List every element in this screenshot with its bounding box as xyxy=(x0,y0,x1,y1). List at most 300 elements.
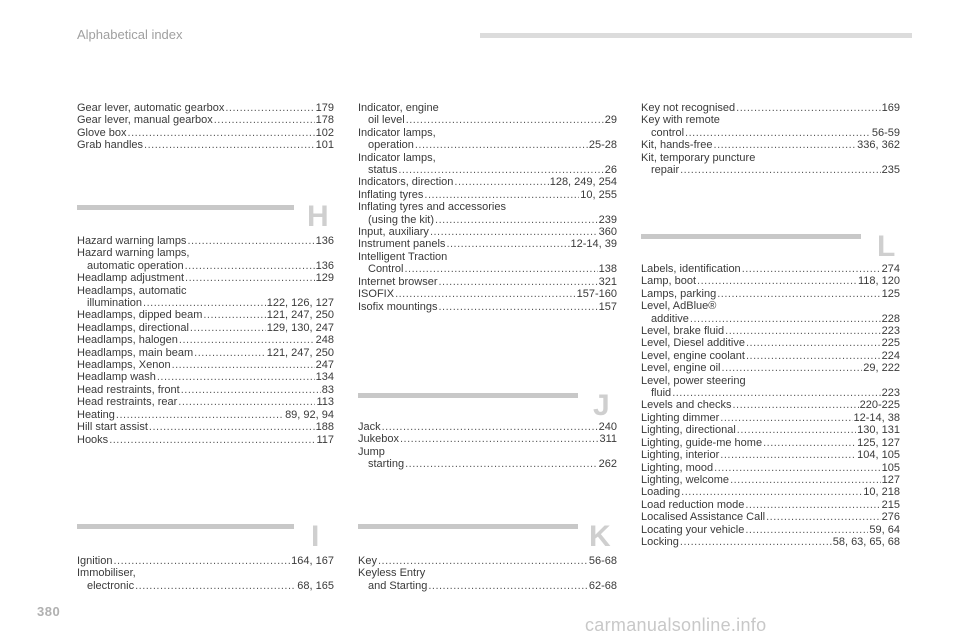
dot-leader xyxy=(395,288,576,300)
index-entry xyxy=(641,263,900,275)
index-page-ref: 125 xyxy=(881,287,900,300)
index-entry xyxy=(77,334,334,346)
index-group-i-right xyxy=(358,102,617,313)
index-entry xyxy=(77,260,334,272)
dot-leader xyxy=(720,412,852,424)
index-term: Hooks xyxy=(77,433,109,446)
dot-leader xyxy=(730,474,881,486)
index-page-ref: 188 xyxy=(315,421,334,434)
index-term: Level, brake fluid xyxy=(641,325,725,338)
index-page-ref: 25-28 xyxy=(588,139,617,152)
index-group-l xyxy=(641,263,900,548)
index-entry xyxy=(641,387,900,399)
index-page-ref: 262 xyxy=(598,458,617,471)
index-page-ref: 164, 167 xyxy=(291,555,334,567)
index-entry xyxy=(358,263,617,275)
index-entry xyxy=(77,359,334,371)
dot-leader xyxy=(185,260,315,272)
index-entry xyxy=(641,437,900,449)
index-term: Indicator lamps, xyxy=(358,126,436,139)
index-group-h xyxy=(77,235,334,446)
index-term: Head restraints, front xyxy=(77,383,180,396)
index-page-ref: 247 xyxy=(315,359,334,372)
dot-leader xyxy=(128,127,315,139)
section-divider-k xyxy=(358,524,578,529)
index-page-ref: 220-225 xyxy=(859,399,900,412)
index-page-ref: 121, 247, 250 xyxy=(266,346,334,359)
index-term: ISOFIX xyxy=(358,288,395,301)
index-term: repair xyxy=(651,164,680,177)
dot-leader xyxy=(203,309,265,321)
index-page-ref: 56-68 xyxy=(588,555,617,567)
index-group-g xyxy=(77,102,334,152)
index-term: Intelligent Traction xyxy=(358,250,448,263)
index-term: Labels, identification xyxy=(641,263,741,275)
index-term: Gear lever, manual gearbox xyxy=(77,114,213,127)
section-divider-i xyxy=(77,524,294,529)
index-term: Locking xyxy=(641,535,679,548)
index-term: Inflating tyres xyxy=(358,188,424,201)
index-term: Inflating tyres and accessories xyxy=(358,201,506,214)
index-entry xyxy=(358,139,617,151)
dot-leader xyxy=(680,536,832,548)
index-page-ref: 10, 255 xyxy=(580,188,617,201)
index-page-ref: 128, 249, 254 xyxy=(549,176,617,189)
dot-leader xyxy=(725,325,880,337)
index-term: Key not recognised xyxy=(641,102,736,114)
index-entry xyxy=(641,375,900,387)
index-term: automatic operation xyxy=(87,259,184,272)
dot-leader xyxy=(378,555,588,567)
index-term: electronic xyxy=(87,579,135,592)
index-entry xyxy=(641,127,900,139)
index-entry xyxy=(77,309,334,321)
index-page-ref: 83 xyxy=(321,383,334,396)
dot-leader xyxy=(714,139,857,151)
index-term: Jukebox xyxy=(358,433,399,446)
dot-leader xyxy=(685,127,871,139)
index-page-ref: 130, 131 xyxy=(857,424,900,437)
index-term: Lighting, mood xyxy=(641,461,714,474)
index-term: Lighting, directional xyxy=(641,424,736,437)
dot-leader xyxy=(194,347,266,359)
index-term: Internet browser xyxy=(358,275,438,288)
index-term: additive xyxy=(651,312,689,325)
index-page-ref: 134 xyxy=(315,371,334,384)
index-term: illumination xyxy=(87,297,143,310)
index-page-ref: 127 xyxy=(881,473,900,486)
index-page-ref: 105 xyxy=(881,461,900,474)
dot-leader xyxy=(424,189,579,201)
index-term: Input, auxiliary xyxy=(358,226,429,239)
dot-leader xyxy=(720,449,856,461)
index-entry xyxy=(358,580,617,592)
index-page-ref: 157-160 xyxy=(576,288,617,301)
section-divider-j xyxy=(358,393,578,398)
index-term: and Starting xyxy=(368,579,428,592)
dot-leader xyxy=(172,359,315,371)
dot-leader xyxy=(382,421,598,433)
index-page-ref: 239 xyxy=(598,213,617,226)
index-term: Headlamps, dipped beam xyxy=(77,309,203,322)
index-term: Level, Diesel additive xyxy=(641,337,745,350)
index-page-ref: 59, 64 xyxy=(869,523,900,536)
index-page-ref: 274 xyxy=(881,263,900,275)
index-term: Localised Assistance Call xyxy=(641,511,766,524)
index-group-i-left xyxy=(77,555,334,592)
index-term: Hill start assist xyxy=(77,421,148,434)
index-entry xyxy=(641,424,900,436)
index-entry xyxy=(77,297,334,309)
index-page-ref: 129 xyxy=(315,272,334,285)
index-term: Gear lever, automatic gearbox xyxy=(77,102,225,114)
index-term: Hazard warning lamps xyxy=(77,235,187,247)
index-term: status xyxy=(368,164,398,177)
index-entry xyxy=(358,446,617,458)
index-entry xyxy=(77,114,334,126)
index-term: Lighting, welcome xyxy=(641,473,730,486)
dot-leader xyxy=(454,176,548,188)
dot-leader xyxy=(214,114,315,126)
index-term: Jump xyxy=(358,445,385,458)
index-term: control xyxy=(651,126,685,139)
index-page-ref: 215 xyxy=(881,498,900,511)
dot-leader xyxy=(680,164,881,176)
section-letter-h: H xyxy=(307,200,329,233)
index-page-ref: 321 xyxy=(598,275,617,288)
dot-leader xyxy=(446,238,569,250)
index-page-ref: 224 xyxy=(881,349,900,362)
index-page-ref: 117 xyxy=(316,433,334,446)
page-number: 380 xyxy=(37,604,61,619)
index-entry xyxy=(77,421,334,433)
index-term: Level, power steering xyxy=(641,374,746,387)
index-term: Level, engine oil xyxy=(641,362,721,375)
index-page-ref: 10, 218 xyxy=(863,486,900,499)
index-group-k-right xyxy=(641,102,900,176)
dot-leader xyxy=(225,102,314,114)
index-entry xyxy=(358,189,617,201)
watermark: carmanualsonline.info xyxy=(585,615,767,635)
index-term: fluid xyxy=(651,387,672,400)
index-term: Levels and checks xyxy=(641,399,732,412)
index-page-ref: 121, 247, 250 xyxy=(266,309,334,322)
dot-leader xyxy=(406,114,604,126)
index-page-ref: 56-59 xyxy=(871,126,900,139)
index-entry xyxy=(641,511,900,523)
index-entry xyxy=(358,288,617,300)
index-entry xyxy=(358,152,617,164)
index-entry xyxy=(358,214,617,226)
index-term: Glove box xyxy=(77,126,127,139)
dot-leader xyxy=(736,102,880,114)
index-term: Locating your vehicle xyxy=(641,523,745,536)
dot-leader xyxy=(746,337,881,349)
dot-leader xyxy=(435,214,598,226)
index-entry xyxy=(641,449,900,461)
index-page-ref: 125, 127 xyxy=(857,436,900,449)
section-letter-j: J xyxy=(593,389,610,422)
index-term: Lamps, parking xyxy=(641,287,717,300)
dot-leader xyxy=(737,424,856,436)
index-term: Headlamps, main beam xyxy=(77,346,194,359)
index-term: Keyless Entry xyxy=(358,567,426,580)
index-term: Loading xyxy=(641,486,681,499)
index-entry xyxy=(641,337,900,349)
index-term: Indicator lamps, xyxy=(358,151,436,164)
index-page-ref: 276 xyxy=(881,511,900,524)
index-page-ref: 311 xyxy=(599,433,617,446)
index-entry xyxy=(641,114,900,126)
dot-leader xyxy=(714,462,880,474)
index-entry xyxy=(358,276,617,288)
dot-leader xyxy=(144,139,315,151)
dot-leader xyxy=(415,139,588,151)
index-page-ref: 136 xyxy=(315,235,334,247)
index-page-ref: 248 xyxy=(315,334,334,347)
section-letter-i: I xyxy=(311,520,320,553)
index-entry xyxy=(641,300,900,312)
index-term: Level, AdBlue® xyxy=(641,300,717,313)
index-entry xyxy=(358,458,617,470)
index-entry xyxy=(641,325,900,337)
section-divider-h xyxy=(77,205,294,210)
index-entry xyxy=(77,567,334,579)
dot-leader xyxy=(149,421,315,433)
index-entry xyxy=(77,272,334,284)
dot-leader xyxy=(113,555,290,567)
index-entry xyxy=(641,399,900,411)
index-entry xyxy=(77,580,334,592)
index-group-j xyxy=(358,421,617,471)
index-page-ref: 113 xyxy=(316,396,334,409)
index-entry xyxy=(641,139,900,151)
index-entry xyxy=(77,434,334,446)
index-term: Grab handles xyxy=(77,139,144,152)
dot-leader xyxy=(109,434,315,446)
index-page-ref: 68, 165 xyxy=(297,579,334,592)
section-letter-l: L xyxy=(877,230,896,263)
index-entry xyxy=(358,114,617,126)
index-group-k-left xyxy=(358,555,617,592)
index-term: Headlamp adjustment xyxy=(77,272,185,285)
index-entry xyxy=(77,102,334,114)
dot-leader xyxy=(430,226,598,238)
index-term: Immobiliser, xyxy=(77,567,136,580)
header-divider xyxy=(480,33,912,38)
dot-leader xyxy=(157,371,315,383)
index-term: operation xyxy=(368,139,414,152)
dot-leader xyxy=(185,272,315,284)
index-page-ref: 240 xyxy=(598,421,617,433)
index-page-ref: 12-14, 39 xyxy=(570,238,617,251)
index-term: Indicator, engine xyxy=(358,102,439,114)
index-term: oil level xyxy=(368,114,405,127)
index-entry xyxy=(358,226,617,238)
dot-leader xyxy=(746,350,881,362)
index-page-ref: 169 xyxy=(881,102,900,114)
index-entry xyxy=(77,285,334,297)
dot-leader xyxy=(190,322,266,334)
index-page-ref: 360 xyxy=(598,226,617,239)
index-entry xyxy=(77,322,334,334)
index-term: Kit, temporary puncture xyxy=(641,151,756,164)
dot-leader xyxy=(763,437,856,449)
index-term: Lighting dimmer xyxy=(641,411,720,424)
dot-leader xyxy=(438,301,597,313)
dot-leader xyxy=(438,276,597,288)
index-entry xyxy=(641,499,900,511)
index-entry xyxy=(358,102,617,114)
index-page-ref: 29, 222 xyxy=(863,362,900,375)
index-entry xyxy=(77,396,334,408)
index-entry xyxy=(77,384,334,396)
index-term: Lamp, boot xyxy=(641,275,697,288)
index-term: Instrument panels xyxy=(358,238,446,251)
index-page-ref: 178 xyxy=(315,114,334,127)
index-page-ref: 223 xyxy=(881,325,900,338)
index-entry xyxy=(358,567,617,579)
index-entry xyxy=(77,139,334,151)
index-page-ref: 179 xyxy=(315,102,334,114)
index-page-ref: 26 xyxy=(604,164,617,177)
index-page-ref: 102 xyxy=(315,126,334,139)
dot-leader xyxy=(181,384,321,396)
index-entry xyxy=(358,301,617,313)
index-entry xyxy=(641,536,900,548)
dot-leader xyxy=(672,387,880,399)
dot-leader xyxy=(697,275,857,287)
dot-leader xyxy=(742,263,881,275)
index-term: Jack xyxy=(358,421,381,433)
index-page-ref: 157 xyxy=(598,300,617,313)
dot-leader xyxy=(428,580,588,592)
dot-leader xyxy=(404,263,597,275)
index-page-ref: 336, 362 xyxy=(857,139,900,152)
index-page-ref: 62-68 xyxy=(588,579,617,592)
index-entry xyxy=(358,433,617,445)
index-page-ref: 89, 92, 94 xyxy=(285,408,334,421)
dot-leader xyxy=(178,396,315,408)
dot-leader xyxy=(398,164,603,176)
dot-leader xyxy=(116,409,284,421)
index-entry xyxy=(641,313,900,325)
dot-leader xyxy=(745,524,868,536)
dot-leader xyxy=(690,313,881,325)
index-page-ref: 228 xyxy=(881,312,900,325)
dot-leader xyxy=(179,334,315,346)
index-entry xyxy=(77,235,334,247)
index-entry xyxy=(641,362,900,374)
index-entry xyxy=(358,164,617,176)
index-entry xyxy=(641,350,900,362)
index-entry xyxy=(77,347,334,359)
index-entry xyxy=(641,102,900,114)
index-term: (using the kit) xyxy=(368,213,435,226)
index-entry xyxy=(641,474,900,486)
index-term: Headlamps, automatic xyxy=(77,284,187,297)
index-page-ref: 58, 63, 65, 68 xyxy=(832,535,900,548)
index-term: Headlamps, directional xyxy=(77,321,189,334)
index-term: Lighting, guide-me home xyxy=(641,436,763,449)
index-page-ref: 138 xyxy=(598,263,617,276)
index-term: Hazard warning lamps, xyxy=(77,247,190,260)
index-entry xyxy=(77,127,334,139)
index-entry xyxy=(358,421,617,433)
index-entry xyxy=(358,251,617,263)
index-page-ref: 101 xyxy=(315,139,334,152)
index-term: Headlamps, Xenon xyxy=(77,359,171,372)
index-term: starting xyxy=(368,458,405,471)
dot-leader xyxy=(187,235,314,247)
section-divider-l xyxy=(641,234,861,239)
dot-leader xyxy=(766,511,881,523)
index-term: Indicators, direction xyxy=(358,176,454,189)
index-term: Control xyxy=(368,263,404,276)
dot-leader xyxy=(405,458,598,470)
index-entry xyxy=(641,486,900,498)
index-page-ref: 223 xyxy=(881,387,900,400)
index-term: Kit, hands-free xyxy=(641,139,713,152)
index-page-ref: 29 xyxy=(604,114,617,127)
index-entry xyxy=(641,164,900,176)
index-page-ref: 235 xyxy=(881,164,900,177)
dot-leader xyxy=(400,433,598,445)
index-page-ref: 118, 120 xyxy=(857,275,900,288)
index-page-ref: 129, 130, 247 xyxy=(266,321,334,334)
index-entry xyxy=(358,238,617,250)
page-header-title: Alphabetical index xyxy=(77,27,183,42)
index-page-ref: 122, 126, 127 xyxy=(266,297,334,310)
index-entry xyxy=(641,288,900,300)
dot-leader xyxy=(143,297,266,309)
dot-leader xyxy=(717,288,880,300)
index-term: Ignition xyxy=(77,555,113,567)
index-page-ref: 136 xyxy=(315,259,334,272)
index-term: Isofix mountings xyxy=(358,300,438,313)
index-term: Load reduction mode xyxy=(641,498,745,511)
index-term: Headlamp wash xyxy=(77,371,156,384)
index-page-ref: 225 xyxy=(881,337,900,350)
index-term: Head restraints, rear xyxy=(77,396,178,409)
index-term: Key with remote xyxy=(641,114,720,127)
index-entry xyxy=(358,176,617,188)
dot-leader xyxy=(135,580,296,592)
index-entry xyxy=(641,152,900,164)
index-term: Lighting, interior xyxy=(641,449,720,462)
index-entry xyxy=(641,412,900,424)
index-entry xyxy=(358,127,617,139)
dot-leader xyxy=(733,399,859,411)
index-term: Heating xyxy=(77,408,115,421)
index-term: Level, engine coolant xyxy=(641,349,745,362)
index-entry xyxy=(77,409,334,421)
dot-leader xyxy=(681,486,862,498)
section-letter-k: K xyxy=(589,520,611,553)
index-entry xyxy=(77,371,334,383)
index-term: Key xyxy=(358,555,377,567)
dot-leader xyxy=(745,499,880,511)
index-entry xyxy=(358,555,617,567)
index-entry xyxy=(641,275,900,287)
dot-leader xyxy=(722,362,863,374)
index-page-ref: 12-14, 38 xyxy=(853,411,900,424)
index-term: Headlamps, halogen xyxy=(77,334,178,347)
index-page-ref: 104, 105 xyxy=(857,449,900,462)
index-entry xyxy=(358,201,617,213)
index-entry xyxy=(77,247,334,259)
index-entry xyxy=(77,555,334,567)
